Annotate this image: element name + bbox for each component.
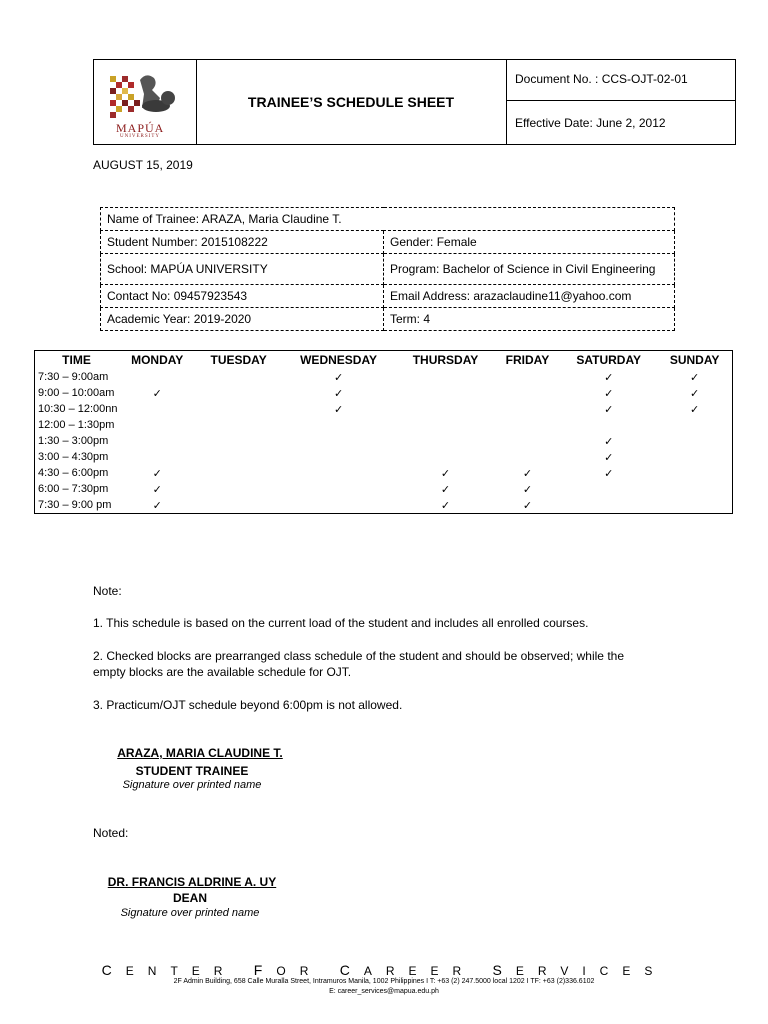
document-number: Document No. : CCS-OJT-02-01 — [507, 60, 736, 101]
table-row — [35, 497, 733, 514]
logo-cell — [94, 60, 197, 144]
check-icon: ✓ — [522, 483, 533, 496]
academic-year: Academic Year: 2019-2020 — [101, 308, 384, 331]
schedule-header-cell: SATURDAY — [576, 353, 642, 367]
student-role: STUDENT TRAINEE — [135, 764, 249, 778]
check-icon: ✓ — [333, 371, 344, 384]
time-slot: 1:30 – 3:00pm — [38, 435, 109, 447]
logo-text: MAPÚA — [116, 121, 165, 135]
document-header — [93, 59, 736, 145]
student-signature-name: ARAZA, MARIA CLAUDINE T. — [117, 746, 283, 760]
program: Program: Bachelor of Science in Civil Engineering — [384, 254, 675, 285]
empty-cell — [118, 433, 196, 449]
schedule-header-row — [35, 351, 733, 370]
table-row — [35, 481, 733, 497]
empty-cell — [396, 369, 494, 385]
empty-cell — [657, 433, 732, 449]
check-icon: ✓ — [604, 435, 614, 448]
check-icon: ✓ — [604, 451, 614, 464]
footer-word: SERVICES — [492, 962, 667, 978]
empty-cell — [495, 449, 560, 465]
empty-cell — [196, 401, 280, 417]
empty-cell — [196, 433, 280, 449]
empty-cell — [281, 417, 396, 433]
empty-cell — [118, 401, 196, 417]
check-icon: ✓ — [152, 387, 162, 400]
note-3: 3. Practicum/OJT schedule beyond 6:00pm is not allowed. — [93, 698, 403, 712]
check-icon: ✓ — [522, 467, 533, 480]
note-2-line-2: empty blocks are the available schedule for OJT. — [93, 665, 352, 679]
check-icon: ✓ — [152, 483, 162, 496]
empty-cell — [196, 481, 280, 497]
empty-cell — [281, 497, 396, 514]
check-icon: ✓ — [690, 387, 700, 400]
empty-cell — [657, 481, 732, 497]
empty-cell — [196, 385, 280, 401]
empty-cell — [196, 449, 280, 465]
empty-cell — [281, 481, 396, 497]
empty-cell — [657, 497, 732, 514]
empty-cell — [495, 433, 560, 449]
check-icon: ✓ — [690, 403, 700, 416]
table-row — [35, 433, 733, 449]
empty-cell — [560, 481, 657, 497]
dean-signature-caption: Signature over printed name — [120, 907, 260, 919]
effective-date: Effective Date: June 2, 2012 — [515, 116, 666, 130]
check-icon: ✓ — [690, 371, 700, 384]
time-slot: 6:00 – 7:30pm — [38, 483, 109, 495]
gender: Gender: Female — [384, 231, 675, 254]
empty-cell — [396, 401, 494, 417]
check-icon: ✓ — [522, 499, 533, 512]
check-icon: ✓ — [333, 387, 344, 400]
term: Term: 4 — [384, 308, 675, 331]
empty-cell — [118, 369, 196, 385]
student-signature-caption: Signature over printed name — [122, 779, 262, 791]
schedule-header-cell: FRIDAY — [505, 353, 550, 367]
empty-cell — [196, 369, 280, 385]
school: School: MAPÚA UNIVERSITY — [101, 254, 384, 285]
time-slot: 3:00 – 4:30pm — [38, 451, 109, 463]
time-slot: 12:00 – 1:30pm — [38, 419, 115, 431]
empty-cell — [495, 401, 560, 417]
schedule-header-cell: MONDAY — [131, 353, 184, 367]
email-address: Email Address: arazaclaudine11@yahoo.com — [384, 285, 675, 308]
schedule-header-cell: TUESDAY — [210, 353, 267, 367]
time-slot: 4:30 – 6:00pm — [38, 467, 109, 479]
time-slot: 10:30 – 12:00nn — [38, 403, 118, 415]
note-2-line-1: 2. Checked blocks are prearranged class schedule of the student and should be observed; while the — [93, 649, 624, 663]
schedule-table — [34, 350, 733, 514]
empty-cell — [118, 449, 196, 465]
table-row — [35, 465, 733, 481]
empty-cell — [281, 433, 396, 449]
empty-cell — [118, 417, 196, 433]
empty-cell — [196, 465, 280, 481]
check-icon: ✓ — [440, 467, 451, 480]
logo-subtext: UNIVERSITY — [120, 134, 160, 139]
footer-word: CAREER — [339, 962, 476, 978]
student-number: Student Number: 2015108222 — [101, 231, 384, 254]
check-icon: ✓ — [604, 387, 614, 400]
footer-word: FOR — [253, 962, 323, 978]
check-icon: ✓ — [604, 371, 614, 384]
empty-cell — [495, 369, 560, 385]
empty-cell — [396, 417, 494, 433]
check-icon: ✓ — [152, 499, 162, 512]
schedule-header-cell: SUNDAY — [669, 353, 720, 367]
schedule-body — [35, 369, 733, 514]
footer-address: 2F Admin Building, 658 Calle Muralla Street, Intramuros Manila, 1002 Philippines I T: +63 (2) 247.5000 local 1202 I TF: +63 (2)336.6102 — [173, 978, 595, 985]
footer-word: CENTER — [101, 962, 237, 978]
check-icon: ✓ — [604, 467, 614, 480]
time-slot: 7:30 – 9:00am — [38, 371, 109, 383]
empty-cell — [495, 385, 560, 401]
trainee-name: Name of Trainee: ARAZA, Maria Claudine T. — [101, 208, 675, 231]
empty-cell — [196, 497, 280, 514]
time-slot: 9:00 – 10:00am — [38, 387, 115, 399]
empty-cell — [560, 497, 657, 514]
table-row — [35, 401, 733, 417]
table-row — [35, 385, 733, 401]
trainee-info-table — [100, 207, 675, 331]
dean-signature-name: DR. FRANCIS ALDRINE A. UY — [107, 875, 277, 889]
time-slot: 7:30 – 9:00 pm — [38, 499, 112, 511]
document-date: AUGUST 15, 2019 — [93, 158, 193, 172]
empty-cell — [657, 465, 732, 481]
empty-cell — [657, 417, 732, 433]
check-icon: ✓ — [440, 483, 451, 496]
noted-label: Noted: — [93, 826, 129, 840]
dean-role: DEAN — [172, 891, 207, 905]
table-row — [35, 449, 733, 465]
check-icon: ✓ — [333, 403, 344, 416]
check-icon: ✓ — [440, 499, 451, 512]
empty-cell — [396, 449, 494, 465]
empty-cell — [495, 417, 560, 433]
page-title: TRAINEE’S SCHEDULE SHEET — [196, 60, 507, 144]
empty-cell — [281, 465, 396, 481]
note-heading: Note: — [93, 584, 122, 598]
empty-cell — [560, 417, 657, 433]
footer-title — [0, 962, 768, 978]
table-row — [35, 369, 733, 385]
check-icon: ✓ — [604, 403, 614, 416]
schedule-header-cell: WEDNESDAY — [300, 353, 378, 367]
empty-cell — [281, 449, 396, 465]
empty-cell — [657, 449, 732, 465]
schedule-header-cell: TIME — [62, 353, 91, 367]
note-1: 1. This schedule is based on the current load of the student and includes all enrolled courses. — [93, 616, 589, 630]
empty-cell — [396, 385, 494, 401]
check-icon: ✓ — [152, 467, 162, 480]
empty-cell — [396, 433, 494, 449]
footer-email: E: career_services@mapua.edu.ph — [329, 988, 439, 995]
empty-cell — [196, 417, 280, 433]
table-row — [35, 417, 733, 433]
contact-number: Contact No: 09457923543 — [101, 285, 384, 308]
schedule-header-cell: THURSDAY — [412, 353, 479, 367]
